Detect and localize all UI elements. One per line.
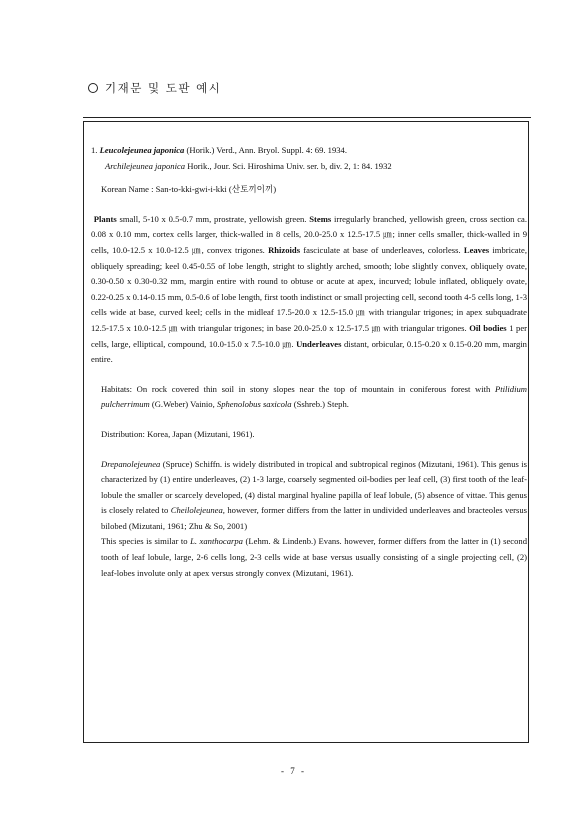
stems-text: irregularly branched, yellowish green, cross section ca. 0.08 x 0.10 mm, cortex cells larger, thick-walled in 8 cells, 20.0-25.0 x 12.5-17.5 ㎛; inner cells smaller, thick-walled in 9 cells, 10.0-12.5 x 10.0-12.5 ㎛, convex trigones. [91, 213, 527, 255]
entry-title [91, 143, 527, 159]
section-heading [88, 80, 221, 96]
habitats-species-1: Ptilidium pulcherrimum [101, 383, 527, 410]
notes-similar-species: L. xanthocarpa [190, 536, 243, 547]
underleaves-text: distant, orbicular, 0.15-0.20 x 0.15-0.20 mm, margin entire. [91, 338, 527, 365]
notes-paragraph-1 [91, 457, 527, 535]
notes-p2-start: This species is similar to [101, 536, 188, 547]
habitats-species-2: Sphenolobus saxicola [216, 399, 292, 410]
oil-bodies-label: Oil bodies [469, 322, 507, 333]
synonym-line [91, 159, 527, 175]
circle-icon [88, 83, 98, 93]
page-number: - 7 - [281, 766, 306, 776]
habitats-mid: (G.Weber) Vainio, [151, 399, 215, 410]
notes-p2-end: (Lehm. & Lindenb.) Evans. however, former differs from the latter in (1) second tooth of leaf lobule, large, 2-6 cells long, 2-3 cells wide at base versus usually consisting of a single projecting cell, (2) leaf-lobes involute only at apex versus strongly convex (Mizutani, 1961). [101, 536, 527, 578]
rhizoids-text: fasciculate at base of underleaves, colorless. [303, 244, 461, 255]
section-heading-text: 기재문 및 도판 예시 [105, 81, 222, 95]
underleaves-label: Underleaves [296, 338, 342, 349]
leaves-text: imbricate, obliquely spreading; keel 0.45-0.55 of lobe length, stright to slightly arched, smooth; lobe slightly convex, obliquely ovate, 0.30-0.50 x 0.30-0.32 mm, margin entire with round to obtuse or acute at apex, incurved; lobule inflated, obliquely ovate, 0.22-0.25 x 0.14-0.15 mm, 0.5-0.6 of lobe length, first tooth indistinct or small projecting cell, second tooth 4-5 cells long, 1-3 cells wide at base, curved keel; cells in the midleaf 17.5-20.0 x 12.5-15.0 ㎛ with triangular trigones; in apex subquadrate 12.5-17.5 x 10.0-12.5 ㎛ with triangular trigones; in base 20.0-25.0 x 12.5-17.5 ㎛ with triangular trigones. [91, 244, 527, 333]
species-author: (Horik.) Verd., Ann. Bryol. Suppl. 4: 69. 1934. [186, 145, 347, 155]
habitats-suffix: (Sshreb.) Steph. [293, 399, 349, 410]
rhizoids-label: Rhizoids [268, 244, 301, 255]
notes-related-genus: Cheilolejeunea, [170, 505, 225, 516]
stems-label: Stems [309, 213, 332, 224]
habitats-paragraph [91, 382, 527, 413]
entry-number: 1. [91, 145, 98, 155]
top-rule [83, 117, 531, 118]
distribution-paragraph: Distribution: Korea, Japan (Mizutani, 1961). [101, 428, 255, 439]
synonym-species: Archilejeunea japonica [105, 160, 186, 171]
notes-p1: (Spruce) Schiffn. is widely distributed in tropical and subtropical reginos (Mizutani, 1961). This genus is characterized by (1) entire underleaves, (2) 1-3 large, coarsely segmented oil-bodies per leaf cell, (3) first tooth of the leaf-lobule the smaller or scarcely developed, (4) distal marginal hyaline papilla of leaf lobule, (5) absence of vittae. This genus is closely related to [101, 458, 527, 516]
notes-p1-end: however, former differs from the latter in undivided underleaves and bracteoles versus bilobed (Mizutani, 1961; Zhu & So, 2001) [101, 505, 527, 531]
plants-text: small, 5-10 x 0.5-0.7 mm, prostrate, yellowish green. [119, 213, 307, 224]
plants-label: Plants [93, 213, 117, 224]
oil-bodies-text: 1 per cells, large, elliptical, compound, 10.0-15.0 x 7.5-10.0 ㎛. [91, 322, 527, 349]
habitats-prefix: Habitats: On rock covered thin soil in stony slopes near the top of mountain in coniferous forest with [101, 383, 491, 394]
synonym-ref: Horik., Jour. Sci. Hiroshima Univ. ser. b, div. 2, 1: 84. 1932 [187, 160, 392, 171]
species-entry [91, 143, 527, 581]
species-name: Leucolejeunea japonica [99, 145, 185, 155]
korean-name: Korean Name : San-to-kki-gwi-i-kki (산토끼이끼) [101, 184, 277, 195]
leaves-label: Leaves [463, 244, 490, 255]
notes-paragraph-2 [91, 534, 527, 581]
description-paragraph [91, 212, 527, 368]
notes-genus: Drepanolejeunea [101, 458, 161, 469]
